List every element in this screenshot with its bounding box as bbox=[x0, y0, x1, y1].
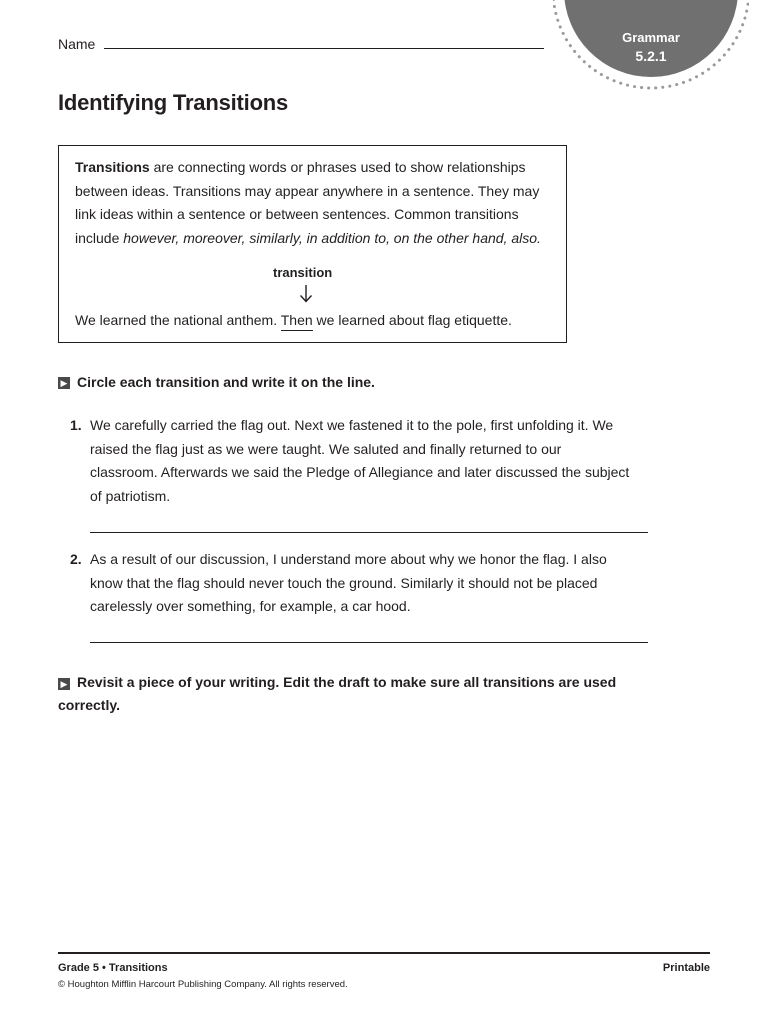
definition-text: are connecting words or phrases used to show relationships bbox=[149, 159, 526, 175]
footer-grade-topic: Grade 5 • Transitions bbox=[58, 962, 168, 974]
direction-circle-transitions: Circle each transition and write it on the line. bbox=[77, 374, 375, 390]
item-text-line: know that the flag should never touch the ground. Similarly it should not be placed bbox=[90, 575, 598, 591]
example-text: We learned the national anthem. bbox=[75, 312, 281, 328]
definition-line bbox=[75, 159, 526, 175]
badge-title: Grammar bbox=[622, 30, 680, 45]
item-text-line: carelessly over something, for example, a car hood. bbox=[90, 598, 411, 614]
answer-line-1[interactable] bbox=[90, 532, 648, 533]
footer-printable: Printable bbox=[662, 962, 710, 974]
name-label: Name bbox=[58, 36, 96, 52]
example-text: we learned about flag etiquette. bbox=[312, 312, 512, 328]
arrow-down-icon bbox=[298, 284, 314, 304]
page-title: Identifying Transitions bbox=[58, 90, 289, 115]
footer-copyright: © Houghton Mifflin Harcourt Publishing Company. All rights reserved. bbox=[58, 979, 348, 990]
name-field-line[interactable] bbox=[104, 48, 544, 49]
transition-examples: however, moreover, similarly, in addition to, on the other hand, also. bbox=[123, 230, 541, 246]
example-sentence bbox=[75, 312, 512, 328]
definition-term: Transitions bbox=[75, 159, 150, 175]
item-text-line: of patriotism. bbox=[90, 488, 171, 504]
definition-line: between ideas. Transitions may appear anywhere in a sentence. They may bbox=[75, 183, 540, 199]
item-text-line: We carefully carried the flag out. Next we fastened it to the pole, first unfolding it. We bbox=[90, 417, 614, 433]
play-arrow-icon: ▶ bbox=[58, 678, 70, 690]
item-text-line: raised the flag just as we were taught. We saluted and finally returned to our bbox=[90, 441, 562, 457]
direction-revisit-writing: Revisit a piece of your writing. Edit the draft to make sure all transitions are used bbox=[77, 674, 617, 690]
example-transition-word: Then bbox=[281, 312, 313, 331]
item-text-line: As a result of our discussion, I understand more about why we honor the flag. I also bbox=[90, 551, 607, 567]
item-number: 2. bbox=[70, 551, 82, 567]
badge-number: 5.2.1 bbox=[635, 48, 667, 64]
transition-label: transition bbox=[273, 265, 333, 280]
item-number: 1. bbox=[70, 417, 82, 433]
grammar-badge bbox=[553, 0, 749, 90]
direction-revisit-writing-cont: correctly. bbox=[58, 697, 120, 713]
answer-line-2[interactable] bbox=[90, 642, 648, 643]
definition-line: link ideas within a sentence or between sentences. Common transitions bbox=[75, 206, 519, 222]
item-text-line: classroom. Afterwards we said the Pledge of Allegiance and later discussed the subject bbox=[90, 464, 630, 480]
play-arrow-icon: ▶ bbox=[58, 377, 70, 389]
footer-divider bbox=[58, 952, 710, 954]
definition-line bbox=[75, 230, 541, 246]
definition-text: include bbox=[75, 230, 124, 246]
